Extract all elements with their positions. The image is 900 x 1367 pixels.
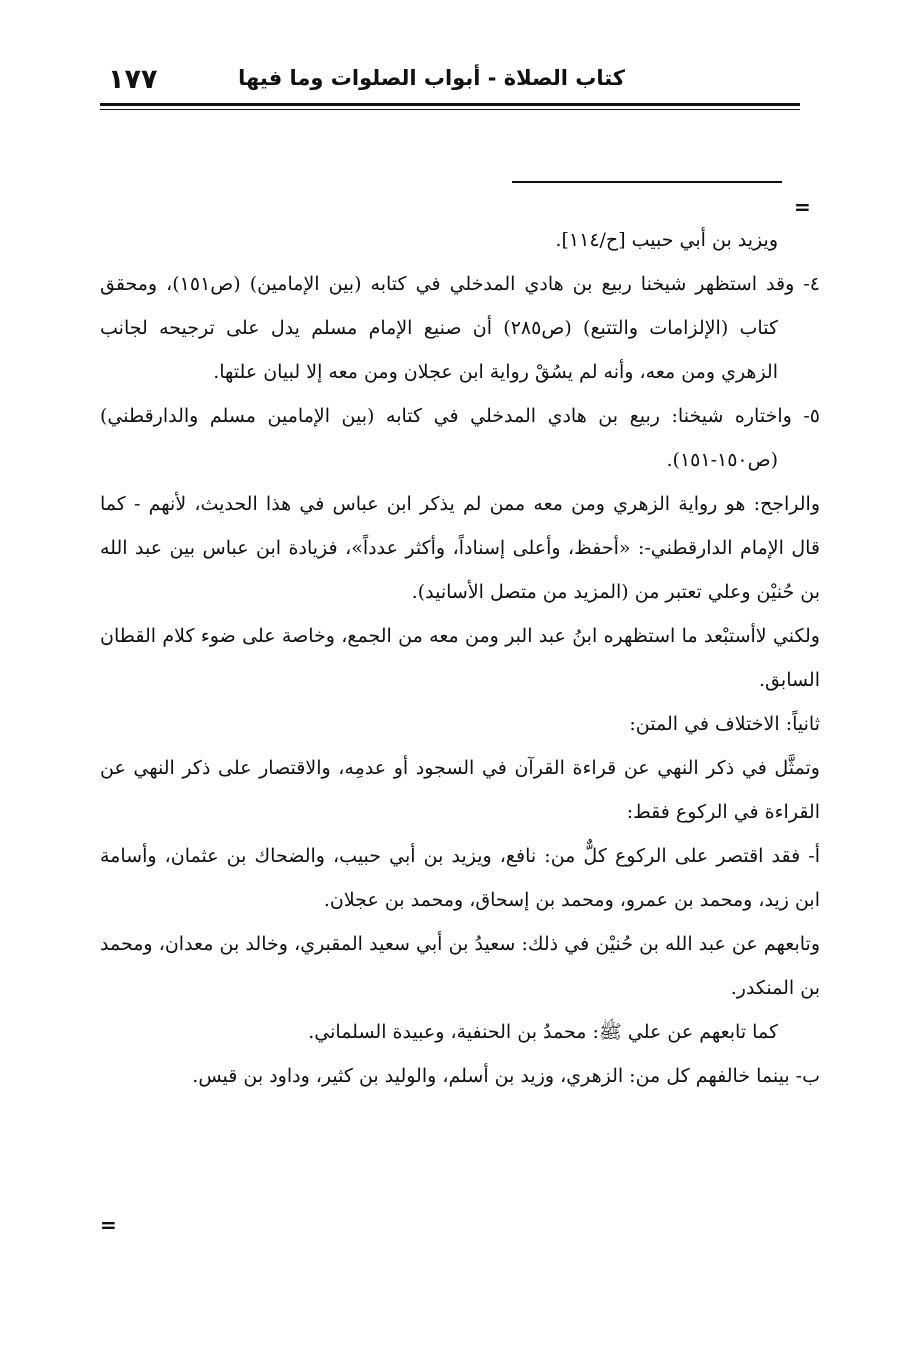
paragraph-followers: وتابعهم عن عبد الله بن حُنيْن في ذلك: سعيدُ بن أبي سعيد المقبري، وخالد بن معدان، ومحمد بن المنكدر. xyxy=(100,933,820,999)
footnote-separator xyxy=(512,181,782,183)
paragraph-preferred-view: والراجح: هو رواية الزهري ومن معه ممن لم يذكر ابن عباس في هذا الحديث، لأنهم - كما قال الإمام الدارقطني-: «أحفظ، وأعلى إسناداً، وأكثر عدداً»، فزيادة ابن عباس بين عبد الله بن حُنيْن وعلي تعتبر من (المزيد من متصل الأسانيد). xyxy=(100,493,820,603)
header-rule xyxy=(100,103,800,106)
footnote-item-4: ٤- وقد استظهر شيخنا ربيع بن هادي المدخلي في كتابه (بين الإمامين) (ص١٥١)، ومحقق كتاب (الإلزامات والتتبع) (ص٢٨٥) أن صنيع الإمام مسلم يدل على ترجيحه لجانب الزهري ومن معه، وأنه لم يسُقْ رواية ابن عجلان ومن معه إلا لبيان علتها. xyxy=(100,273,820,383)
list-item-b: ب- بينما خالفهم كل من: الزهري، وزيد بن أسلم، والوليد بن كثير، وداود بن قيس. xyxy=(192,1065,820,1087)
header-rule-secondary xyxy=(100,109,800,110)
running-title: كتاب الصلاة - أبواب الصلوات وما فيها xyxy=(238,66,625,90)
paragraph-matn-difference: وتمثَّل في ذكر النهي عن قراءة القرآن في السجود أو عدمِه، والاقتصار على ذكر النهي عن القراءة في الركوع فقط: xyxy=(100,757,820,823)
footnote-continuation-mark: = xyxy=(794,195,811,219)
page-header xyxy=(100,58,800,106)
footnote-item-5: ٥- واختاره شيخنا: ربيع بن هادي المدخلي في كتابه (بين الإمامين مسلم والدارقطني) (ص١٥٠-١٥١). xyxy=(100,405,820,471)
footnote-body xyxy=(100,218,820,1098)
paragraph-ali-followers: كما تابعهم عن علي ﷺ: محمدُ بن الحنفية، وعبيدة السلماني. xyxy=(308,1021,778,1043)
page-number: ١٧٧ xyxy=(108,64,158,95)
list-item-a: أ- فقد اقتصر على الركوع كلٌّ من: نافع، ويزيد بن أبي حبيب، والضحاك بن عثمان، وأسامة ابن زيد، ومحمد بن عمرو، ومحمد بن إسحاق، ومحمد بن عجلان. xyxy=(100,845,820,911)
paragraph-reconciliation: ولكني لاأستبْعد ما استظهره ابنُ عبد البر ومن معه من الجمع، وخاصة على ضوء كلام القطان السابق. xyxy=(100,625,820,691)
section-heading-matn: ثانياً: الاختلاف في المتن: xyxy=(629,713,820,735)
footnote-line: ويزيد بن أبي حبيب [ح/١١٤]. xyxy=(555,229,778,251)
footnote-end-mark: = xyxy=(100,1213,117,1237)
